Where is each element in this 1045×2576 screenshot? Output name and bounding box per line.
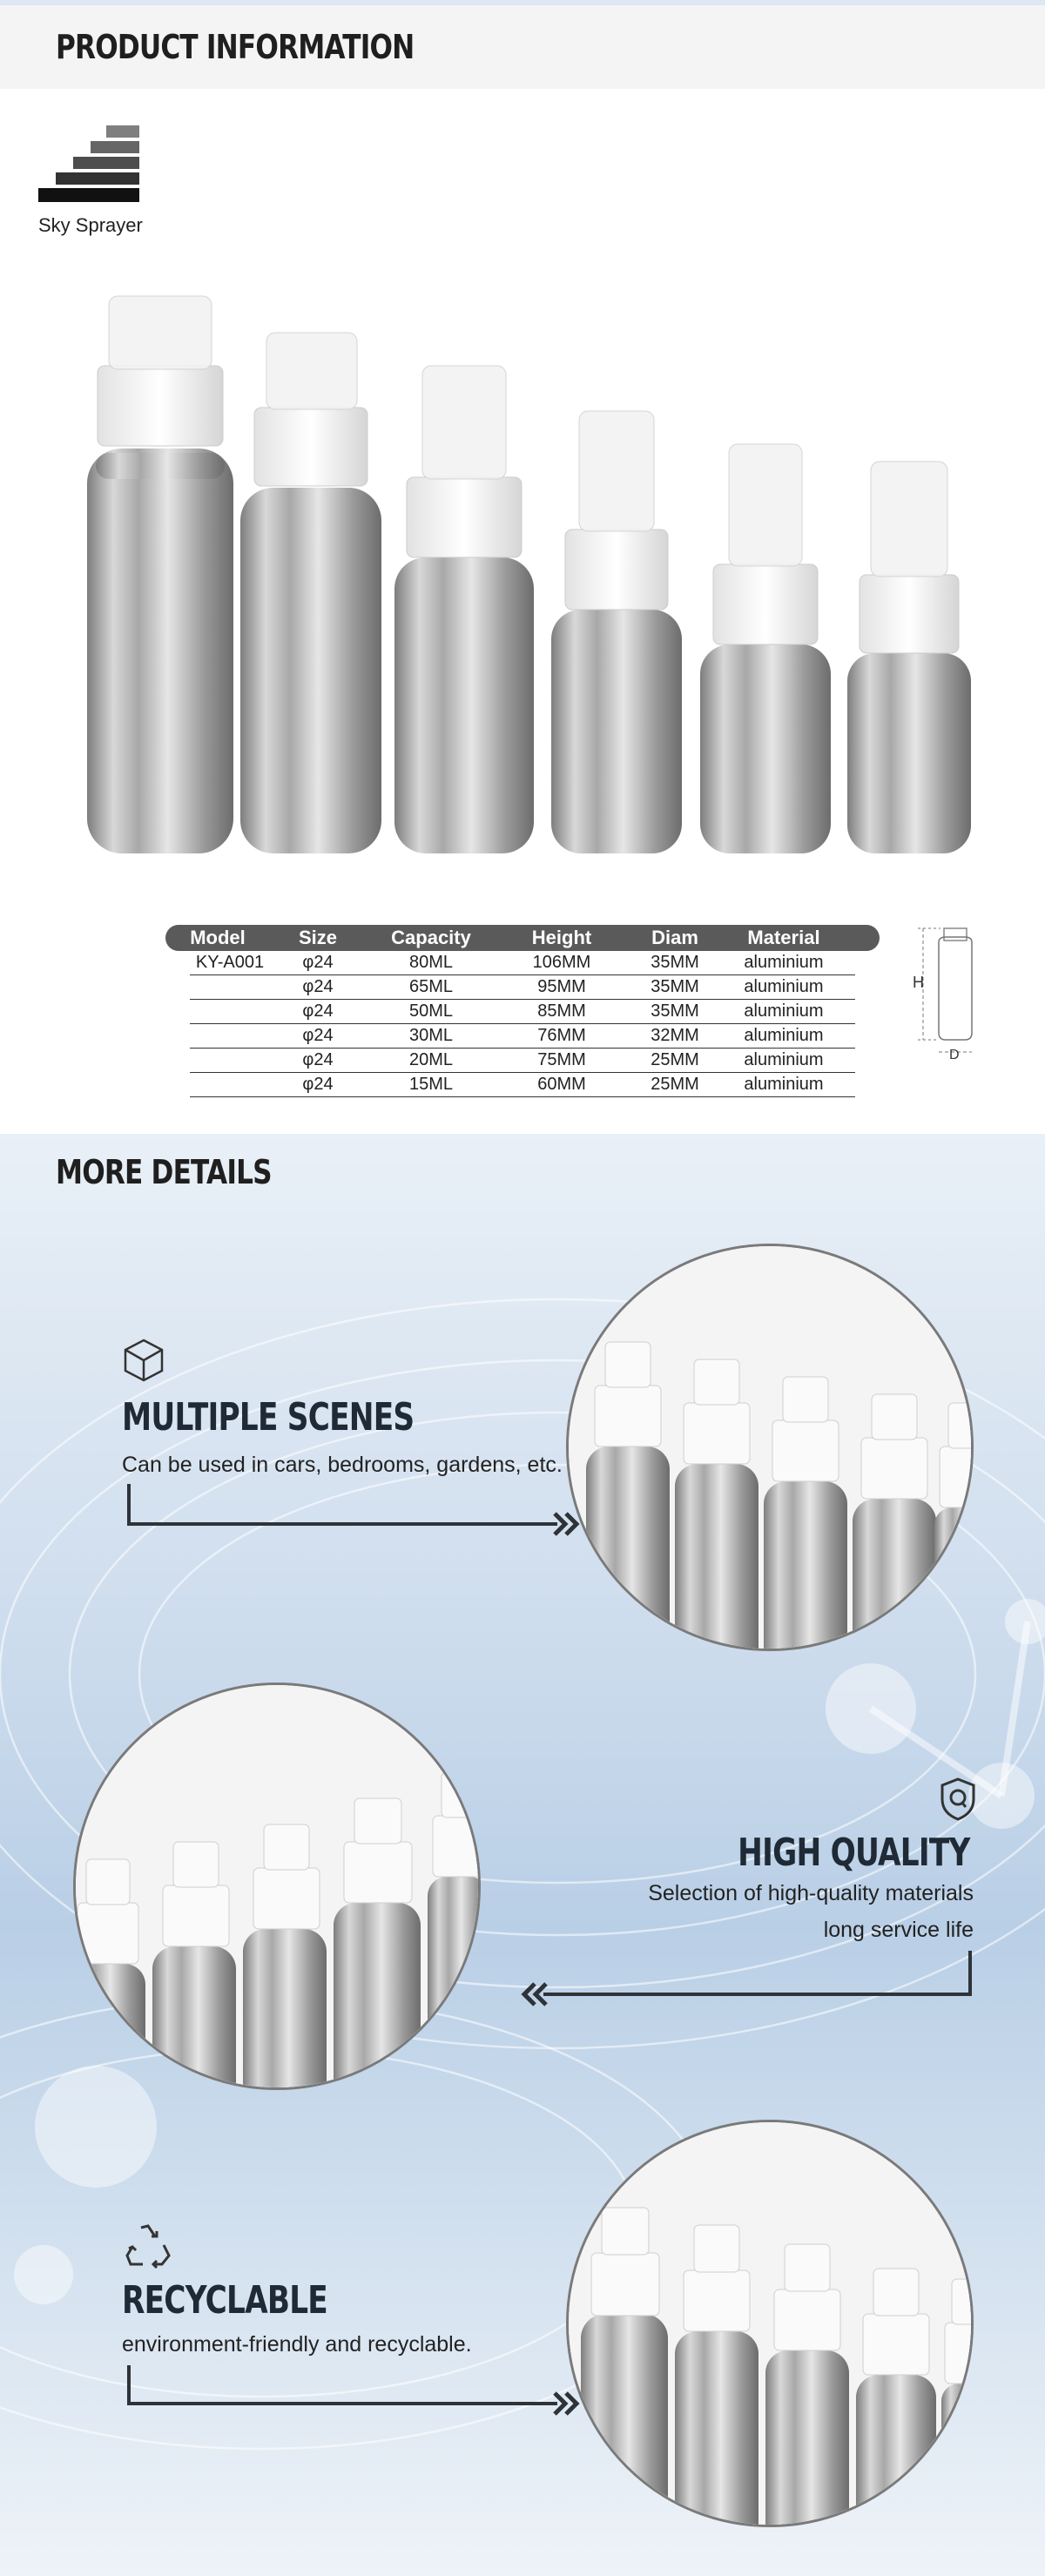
cell-size: φ24 <box>302 1050 334 1069</box>
table-row <box>190 975 855 1000</box>
cell-size: φ24 <box>302 1001 334 1021</box>
cell-diam: 32MM <box>651 1026 699 1045</box>
cell-material: aluminium <box>744 1075 824 1094</box>
cell-size: φ24 <box>302 1026 334 1045</box>
arrow-right-connector <box>122 1484 592 1536</box>
feature-recyclable-title: RECYCLABLE <box>122 2278 327 2323</box>
scene-photo-circle-1 <box>566 1244 974 1651</box>
table-row <box>190 1073 855 1097</box>
cell-height: 76MM <box>537 1026 586 1045</box>
feature-high-quality-text-2: long service life <box>823 1918 974 1942</box>
bottle-lineup-image <box>70 279 993 871</box>
cell-capacity: 30ML <box>408 1026 454 1045</box>
cell-height: 95MM <box>537 977 586 996</box>
shield-q-icon <box>939 1777 977 1822</box>
cell-model: KY-A001 <box>195 953 265 972</box>
header-material: Material <box>747 927 820 948</box>
page-title: PRODUCT INFORMATION <box>56 28 415 66</box>
recycle-icon <box>122 2222 174 2271</box>
cell-diam: 25MM <box>651 1050 699 1069</box>
cell-height: 75MM <box>537 1050 586 1069</box>
brand-name: Sky Sprayer <box>38 214 143 236</box>
feature-multiple-scenes-text: Can be used in cars, bedrooms, gardens, etc. <box>122 1453 563 1477</box>
feature-high-quality-text-1: Selection of high-quality materials <box>648 1881 974 1905</box>
cell-material: aluminium <box>744 1001 824 1021</box>
cell-capacity: 20ML <box>408 1050 454 1069</box>
cell-size: φ24 <box>302 1075 334 1094</box>
more-details-section <box>0 1134 1045 2576</box>
cell-diam: 25MM <box>651 1075 699 1094</box>
bottle-dimension-diagram <box>906 921 993 1069</box>
cell-material: aluminium <box>744 977 824 996</box>
cell-capacity: 15ML <box>408 1075 454 1094</box>
cell-size: φ24 <box>302 977 334 996</box>
header-capacity: Capacity <box>391 927 471 948</box>
cube-icon <box>122 1338 165 1383</box>
arrow-left-connector <box>509 1951 979 2012</box>
more-details-title: MORE DETAILS <box>56 1153 272 1191</box>
cell-height: 60MM <box>537 1075 586 1094</box>
feature-high-quality-title: HIGH QUALITY <box>738 1831 970 1875</box>
cell-diam: 35MM <box>651 953 699 972</box>
scene-photo-circle-2 <box>73 1682 481 2090</box>
table-row <box>190 1024 855 1049</box>
cell-material: aluminium <box>744 953 824 972</box>
table-row <box>190 951 855 975</box>
feature-recyclable-text: environment-friendly and recyclable. <box>122 2332 472 2357</box>
cell-diam: 35MM <box>651 1001 699 1021</box>
cell-capacity: 65ML <box>408 977 454 996</box>
arrow-right-connector-2 <box>122 2365 592 2418</box>
cell-material: aluminium <box>744 1026 824 1045</box>
cell-height: 106MM <box>532 953 591 972</box>
scene-photo-circle-3 <box>566 2120 974 2527</box>
table-row <box>190 1049 855 1073</box>
header-diam: Diam <box>651 927 698 948</box>
cell-capacity: 80ML <box>408 953 454 972</box>
cell-diam: 35MM <box>651 977 699 996</box>
header-size: Size <box>298 927 338 948</box>
feature-multiple-scenes-title: MULTIPLE SCENES <box>122 1395 415 1440</box>
cell-height: 85MM <box>537 1001 586 1021</box>
header-height: Height <box>531 927 592 948</box>
cell-material: aluminium <box>744 1050 824 1069</box>
header-model: Model <box>190 927 246 948</box>
table-row <box>190 1000 855 1024</box>
diagram-d-label: D <box>949 1048 960 1062</box>
product-info-header <box>0 5 1045 89</box>
table-header <box>165 925 880 951</box>
cell-capacity: 50ML <box>408 1001 454 1021</box>
cell-size: φ24 <box>302 953 334 972</box>
diagram-h-label: H <box>913 974 924 991</box>
spec-table <box>165 925 880 1097</box>
